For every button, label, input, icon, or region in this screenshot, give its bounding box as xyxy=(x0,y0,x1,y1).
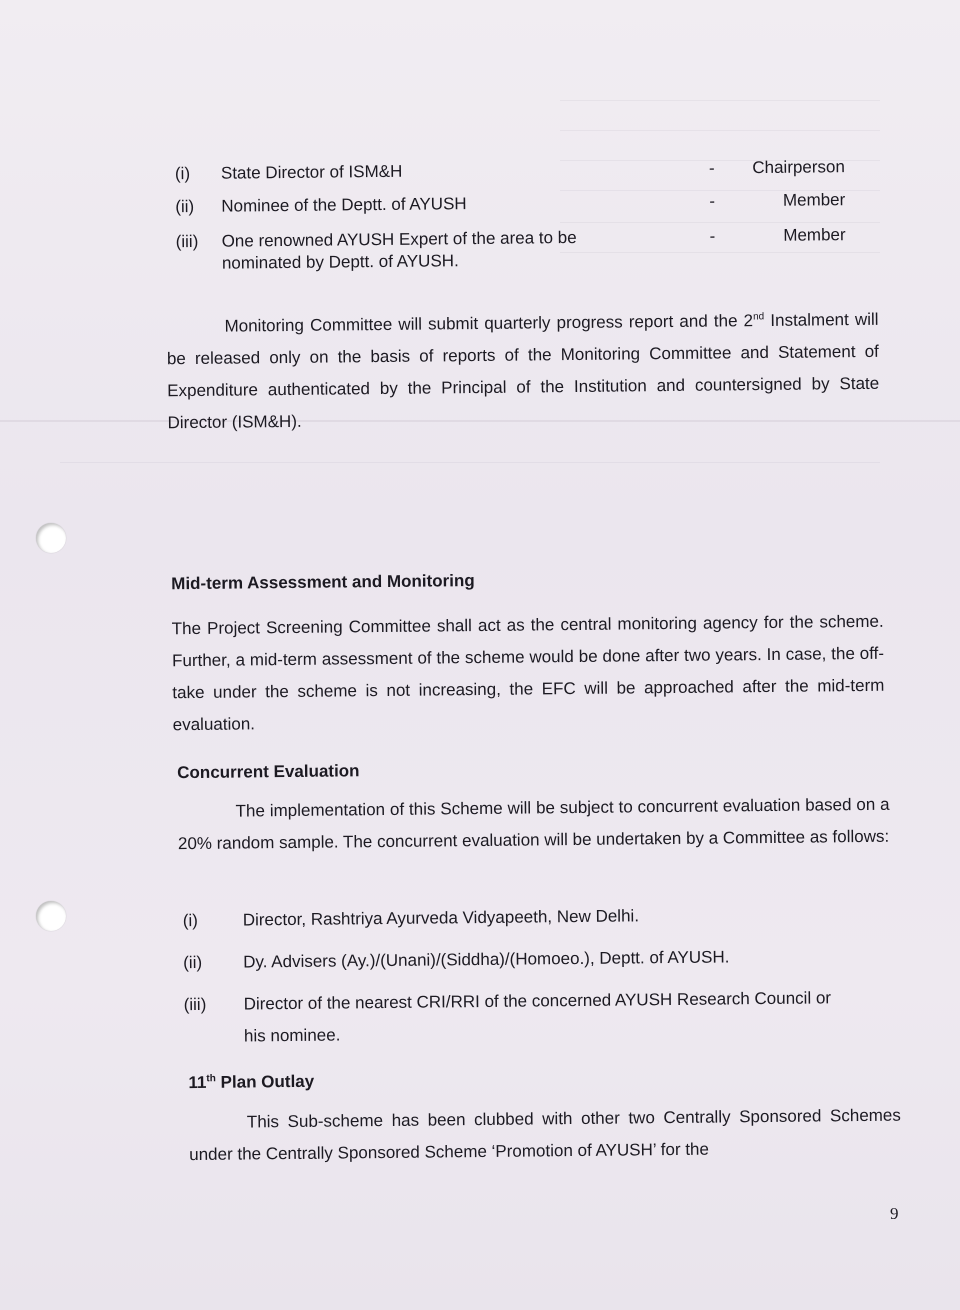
list-item-number: (i) xyxy=(182,910,198,931)
committee-row xyxy=(174,156,846,184)
committee-row-dash: - xyxy=(708,158,715,178)
list-item-text: Dy. Advisers (Ay.)/(Unani)/(Siddha)/(Homoeo.), Deptt. of AYUSH. xyxy=(243,947,730,972)
committee-row-text: State Director of ISM&H xyxy=(220,161,403,183)
committee-row xyxy=(175,224,846,273)
monitoring-ordinal-suffix: nd xyxy=(752,311,765,323)
committee-row-text: Nominee of the Deptt. of AYUSH xyxy=(221,194,467,216)
committee-row xyxy=(175,189,846,217)
list-item-number: (iii) xyxy=(183,994,207,1015)
outlay-text: This Sub-scheme has been clubbed with other two Centrally Sponsored Schemes under the Centrally Sponsored Scheme ‘Promotion of AYUSH’ for the xyxy=(189,1105,901,1165)
committee-row-text: One renowned AYUSH Expert of the area to be nominated by Deptt. of AYUSH. xyxy=(221,227,577,273)
midterm-heading: Mid-term Assessment and Monitoring xyxy=(171,571,475,594)
list-item-text: Director of the nearest CRI/RRI of the concerned AYUSH Research Council or his nominee. xyxy=(243,988,832,1046)
concurrent-heading: Concurrent Evaluation xyxy=(177,761,360,783)
list-item-number: (ii) xyxy=(183,952,203,973)
outlay-heading-text: Plan Outlay xyxy=(215,1071,315,1092)
midterm-paragraph: The Project Screening Committee shall act as the central monitoring agency for the scheme. Further, a mid-term assessment of the scheme would be done after two years. In case, the off-take under the scheme is not increasing, the EFC will be approached after the mid-term evaluation. xyxy=(171,611,885,735)
committee-row-number: (ii) xyxy=(175,196,195,217)
page-number: 9 xyxy=(890,1204,899,1223)
monitoring-text-start: Monitoring Committee will submit quarterly progress report and the 2 xyxy=(224,311,754,336)
monitoring-paragraph xyxy=(166,304,879,439)
outlay-paragraph xyxy=(189,1100,902,1171)
monitoring-text-end: Instalment will be released only on the basis of reports of the Monitoring Committee and Statement of Expenditure authenticated by the Principal of the Institution and countersigned by State Director (ISM&H). xyxy=(166,309,880,433)
committee-row-role: Chairperson xyxy=(752,157,846,178)
committee-row-dash: - xyxy=(709,191,716,211)
committee-row-number: (iii) xyxy=(175,231,199,252)
committee-row-dash: - xyxy=(709,226,716,246)
concurrent-paragraph xyxy=(177,789,890,860)
outlay-heading xyxy=(188,1072,314,1093)
outlay-heading-number: 11 xyxy=(188,1072,207,1093)
outlay-heading-ordinal: th xyxy=(206,1073,216,1085)
committee-row-role: Member xyxy=(783,225,846,245)
committee-row-role: Member xyxy=(782,190,846,210)
committee-row-number: (i) xyxy=(174,164,191,184)
list-item-text: Director, Rashtriya Ayurveda Vidyapeeth, New Delhi. xyxy=(242,906,640,930)
concurrent-text: The implementation of this Scheme will be subject to concurrent evaluation based on a 20% random sample. The concurrent evaluation will be undertaken by a Committee as follows: xyxy=(177,794,890,854)
